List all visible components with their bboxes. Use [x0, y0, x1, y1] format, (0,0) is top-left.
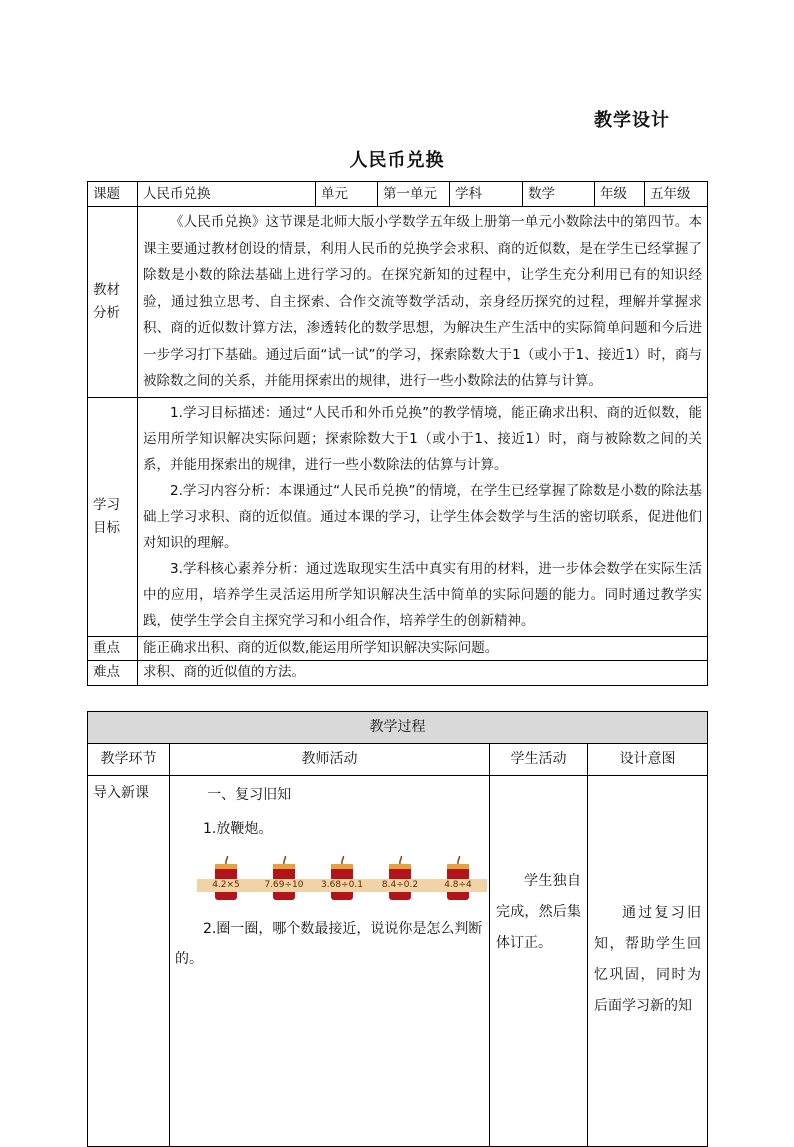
lesson-title: 人民币兑换 — [349, 150, 445, 171]
process-header-row — [88, 744, 708, 776]
firecracker-label: 4.2×5 — [197, 879, 255, 892]
key-point-text: 能正确求出积、商的近似数,能运用所学知识解决实际问题。 — [138, 636, 708, 660]
goals-row — [88, 397, 708, 636]
analysis-label-line-2: 分析 — [93, 304, 120, 321]
analysis-text: 《人民币兑换》这节课是北师大版小学数学五年级上册第一单元小数除法中的第四节。本课主要通过教材创设的情景，利用人民币的兑换学会求积、商的近似数，是在学生已经掌握了除数是小数的除法基础上进行学习的。在探究新知的过程中，让学生充分利用已有的知识经验，通过独立思考、自主探索、合作交流等数学活动，亲身经历探究的过程，理解并掌握求积、商的近似数计算方法，渗透转化的数学思想，为解决生产生活中的实际简单问题和今后进一步学习打下基础。通过后面“试一试”的学习，探索除数大于1（或小于1、接近1）时，商与被除数之间的关系，并能用探索出的规律，进行一些小数除法的估算与计算。 — [143, 214, 702, 389]
firecracker — [261, 856, 307, 902]
grade-value: 五年级 — [645, 182, 708, 207]
firecracker — [319, 856, 365, 902]
header-design-intent: 设计意图 — [588, 744, 708, 776]
teacher-activity-step-2: 2.圈一圈，哪个数最接近，说说你是怎么判断的。 — [175, 921, 483, 967]
student-activity-text: 学生独自完成，然后集体订正。 — [496, 873, 581, 951]
teacher-activity-step-1: 1.放鞭炮。 — [203, 821, 273, 837]
analysis-label — [88, 207, 138, 398]
difficulty-label: 难点 — [88, 660, 138, 685]
difficulty-text: 求积、商的近似值的方法。 — [138, 660, 708, 685]
firecracker-images — [203, 856, 484, 902]
teaching-process-table — [87, 711, 708, 1147]
unit-value: 第一单元 — [378, 182, 450, 207]
unit-label: 单元 — [316, 182, 378, 207]
process-title: 教学过程 — [88, 712, 708, 744]
teacher-activity-cell — [170, 776, 490, 1147]
design-intent-text: 通过复习旧知，帮助学生回忆巩固，同时为后面学习新的知 — [594, 905, 701, 1014]
header-teacher-activity: 教师活动 — [170, 744, 490, 776]
goals-label — [88, 397, 138, 636]
firecracker — [203, 856, 249, 902]
goals-label-line-2: 目标 — [93, 519, 120, 536]
firecracker — [435, 856, 481, 902]
goal-item: 2.学习内容分析：本课通过“人民币兑换”的情境，在学生已经掌握了除数是小数的除法基础上学习求积、商的近似值。通过本课的学习，让学生体会数学与生活的密切联系，促进他们对知识的理解。 — [143, 482, 702, 551]
firecracker — [377, 856, 423, 902]
key-point-row — [88, 636, 708, 660]
key-point-label: 重点 — [88, 636, 138, 660]
goals-label-line-1: 学习 — [93, 496, 120, 513]
analysis-label-line-1: 教材 — [93, 281, 120, 298]
stage-name: 导入新课 — [88, 776, 170, 1147]
analysis-row — [88, 207, 708, 398]
subject-label: 学科 — [450, 182, 523, 207]
firecracker-label: 4.8÷4 — [429, 879, 487, 892]
topic-row — [88, 182, 708, 207]
grade-label: 年级 — [595, 182, 645, 207]
goal-item: 1.学习目标描述：通过“人民币和外币兑换”的教学情境，能正确求出积、商的近似数，能运用所学知识解决实际问题；探索除数大于1（或小于1、接近1）时，商与被除数之间的关系，并能用探索出的规律，进行一些小数除法的估算与计算。 — [143, 404, 702, 473]
topic-value: 人民币兑换 — [138, 182, 316, 207]
student-activity — [490, 776, 588, 1147]
header-stage: 教学环节 — [88, 744, 170, 776]
header-student-activity: 学生活动 — [490, 744, 588, 776]
goals-cell — [138, 397, 708, 636]
analysis-cell — [138, 207, 708, 398]
subject-value: 数学 — [523, 182, 595, 207]
topic-label: 课题 — [88, 182, 138, 207]
goal-item: 3.学科核心素养分析：通过选取现实生活中真实有用的材料，进一步体会数学在实际生活中的应用，培养学生灵活运用所学知识解决生活中简单的实际问题的能力。同时通过教学实践，使学生学会自主探究学习和小组合作，培养学生的创新精神。 — [143, 560, 702, 629]
lesson-info-table — [87, 181, 708, 686]
teacher-activity-heading: 一、复习旧知 — [207, 787, 292, 803]
document-type: 教学设计 — [594, 110, 670, 131]
difficulty-row — [88, 660, 708, 685]
firecracker-label: 3.68÷0.1 — [313, 879, 371, 892]
process-row-intro — [88, 776, 708, 1147]
firecracker-label: 7.69÷10 — [255, 879, 313, 892]
process-title-row — [88, 712, 708, 744]
firecracker-label: 8.4÷0.2 — [371, 879, 429, 892]
design-intent — [588, 776, 708, 1147]
